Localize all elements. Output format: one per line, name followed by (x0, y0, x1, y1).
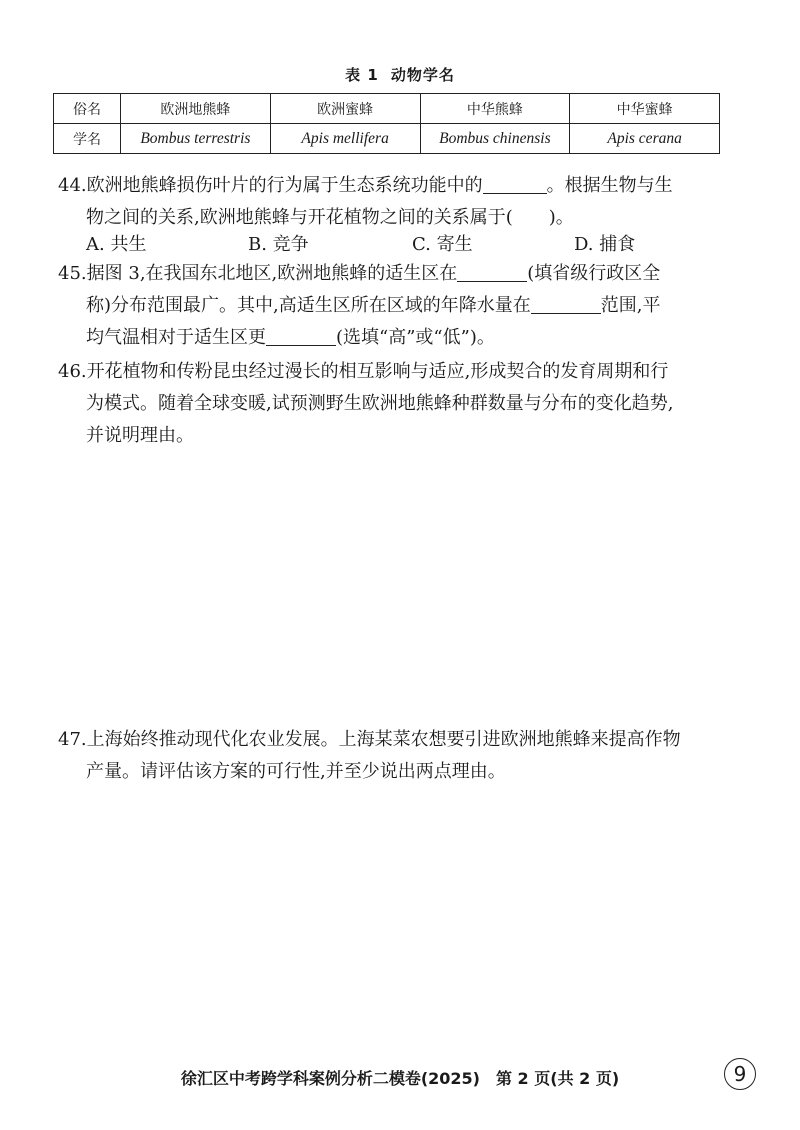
question-text: 范围,平 (600, 295, 661, 316)
answer-blank[interactable] (266, 325, 336, 346)
question-text: 物之间的关系,欧洲地熊蜂与开花植物之间的关系属于( )。 (86, 207, 574, 228)
scientific-names-table (53, 93, 720, 154)
scientific-name-cell: Bombus terrestris (121, 124, 271, 154)
question-47 (58, 724, 738, 788)
scientific-name-cell: Bombus chinensis (420, 124, 570, 154)
question-number: 45. (58, 263, 87, 284)
page-footer: 徐汇区中考跨学科案例分析二模卷(2025) 第 2 页(共 2 页) (180, 1069, 620, 1088)
question-text: 上海始终推动现代化农业发展。上海某菜农想要引进欧洲地熊蜂来提高作物 (86, 729, 681, 750)
common-name-cell: 欧洲地熊蜂 (121, 94, 271, 124)
question-number: 44. (58, 175, 87, 196)
table-caption (0, 64, 800, 85)
question-45 (58, 258, 738, 354)
question-text: 欧洲地熊蜂损伤叶片的行为属于生态系统功能中的 (86, 175, 483, 196)
row-header-common: 俗名 (54, 94, 121, 124)
common-name-cell: 欧洲蜜蜂 (270, 94, 420, 124)
page-number-badge: 9 (724, 1058, 756, 1090)
question-text: 称)分布范围最广。其中,高适生区所在区域的年降水量在 (86, 295, 531, 316)
q44-choices (86, 230, 726, 260)
question-text: 为模式。随着全球变暖,试预测野生欧洲地熊蜂种群数量与分布的变化趋势, (86, 393, 674, 414)
question-text: 据图 3,在我国东北地区,欧洲地熊蜂的适生区在 (86, 263, 458, 284)
choice-b[interactable]: B. 竞争 (248, 234, 309, 255)
question-number: 47. (58, 729, 87, 750)
scientific-name-cell: Apis mellifera (270, 124, 420, 154)
question-text: 产量。请评估该方案的可行性,并至少说出两点理由。 (86, 761, 506, 782)
choice-c[interactable]: C. 寄生 (412, 234, 473, 255)
answer-blank[interactable] (457, 261, 527, 282)
table-caption-title: 动物学名 (390, 66, 455, 84)
table-caption-label: 表 1 (345, 66, 379, 84)
question-text: (填省级行政区全 (527, 263, 661, 284)
scientific-name-cell: Apis cerana (570, 124, 720, 154)
common-name-cell: 中华熊蜂 (420, 94, 570, 124)
question-text: (选填“高”或“低”)。 (336, 327, 495, 348)
question-44 (58, 170, 738, 234)
choice-a[interactable]: A. 共生 (86, 234, 147, 255)
answer-blank[interactable] (483, 173, 547, 194)
choice-d[interactable]: D. 捕食 (574, 234, 636, 255)
question-number: 46. (58, 361, 87, 382)
question-text: 开花植物和传粉昆虫经过漫长的相互影响与适应,形成契合的发育周期和行 (86, 361, 669, 382)
question-text: 并说明理由。 (86, 425, 194, 446)
row-header-scientific: 学名 (54, 124, 121, 154)
common-name-cell: 中华蜜蜂 (570, 94, 720, 124)
answer-blank[interactable] (531, 293, 601, 314)
question-text: 均气温相对于适生区更 (86, 327, 266, 348)
question-text: 。根据生物与生 (546, 175, 673, 196)
table-row-common-names (54, 94, 720, 124)
table-row-scientific-names (54, 124, 720, 154)
question-46 (58, 356, 738, 452)
